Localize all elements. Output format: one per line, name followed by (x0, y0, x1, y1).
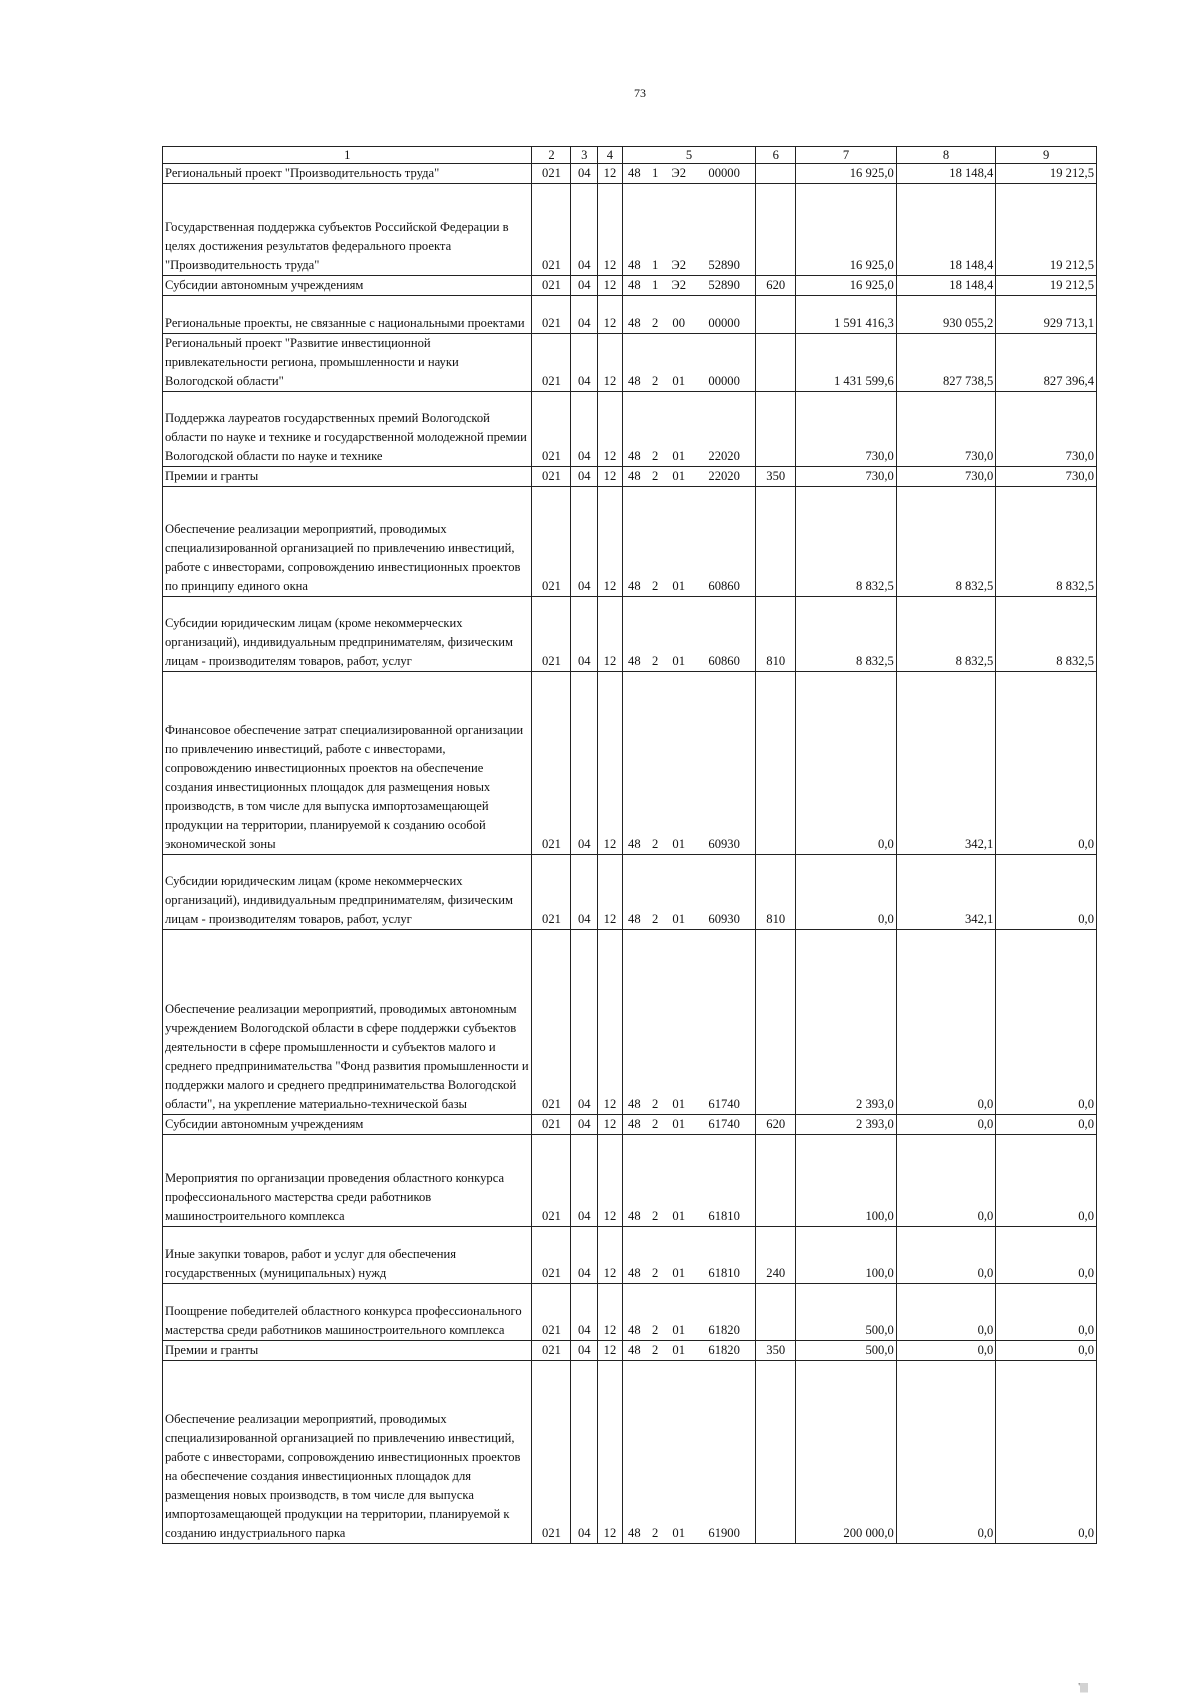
amount-year-2: 930 055,2 (896, 296, 996, 334)
expense-type-code (756, 487, 796, 597)
budget-table (162, 146, 1097, 1544)
subsection-code: 12 (598, 1284, 623, 1341)
target-article-project: 01 (664, 487, 693, 597)
header-col-8: 8 (896, 147, 996, 164)
target-article-project: 01 (664, 672, 693, 855)
header-col-1: 1 (163, 147, 532, 164)
header-col-6: 6 (756, 147, 796, 164)
amount-year-3: 730,0 (996, 392, 1097, 467)
row-name: Субсидии юридическим лицам (кроме некоммерческих организаций), индивидуальным предпринимателям, физическим лицам - производителям товаров, работ, услуг (163, 855, 532, 930)
section-code: 04 (571, 1361, 598, 1544)
amount-year-3: 19 212,5 (996, 164, 1097, 184)
target-article-program: 48 (622, 930, 646, 1115)
table-row (163, 1341, 1097, 1361)
amount-year-1: 8 832,5 (796, 597, 897, 672)
target-article-type: 1 (646, 164, 664, 184)
amount-year-2: 342,1 (896, 855, 996, 930)
expense-type-code: 810 (756, 597, 796, 672)
target-article-program: 48 (622, 1341, 646, 1361)
target-article-project: 01 (664, 1227, 693, 1284)
table-row (163, 1135, 1097, 1227)
table-row (163, 184, 1097, 276)
amount-year-3: 0,0 (996, 1361, 1097, 1544)
target-article-type: 2 (646, 1115, 664, 1135)
expense-type-code (756, 930, 796, 1115)
target-article-program: 48 (622, 184, 646, 276)
ministry-code: 021 (532, 930, 571, 1115)
subsection-code: 12 (598, 1227, 623, 1284)
row-name: Поощрение победителей областного конкурса профессионального мастерства среди работников машиностроительного комплекса (163, 1284, 532, 1341)
ministry-code: 021 (532, 276, 571, 296)
amount-year-3: 827 396,4 (996, 334, 1097, 392)
target-article-type: 2 (646, 487, 664, 597)
target-article-direction: 60860 (693, 597, 756, 672)
section-code: 04 (571, 1341, 598, 1361)
amount-year-3: 0,0 (996, 1135, 1097, 1227)
amount-year-3: 0,0 (996, 855, 1097, 930)
header-col-3: 3 (571, 147, 598, 164)
target-article-program: 48 (622, 467, 646, 487)
row-name: Государственная поддержка субъектов Российской Федерации в целях достижения результатов федерального проекта "Производительность труда" (163, 184, 532, 276)
section-code: 04 (571, 1115, 598, 1135)
row-name: Субсидии автономным учреждениям (163, 276, 532, 296)
amount-year-3: 0,0 (996, 672, 1097, 855)
target-article-direction: 60860 (693, 487, 756, 597)
table-row (163, 296, 1097, 334)
target-article-type: 2 (646, 855, 664, 930)
subsection-code: 12 (598, 672, 623, 855)
ministry-code: 021 (532, 855, 571, 930)
target-article-direction: 22020 (693, 467, 756, 487)
header-col-5: 5 (622, 147, 755, 164)
amount-year-2: 730,0 (896, 392, 996, 467)
section-code: 04 (571, 467, 598, 487)
target-article-direction: 52890 (693, 184, 756, 276)
amount-year-2: 18 148,4 (896, 164, 996, 184)
scan-mark: '|||| (1078, 1682, 1088, 1693)
amount-year-1: 100,0 (796, 1135, 897, 1227)
target-article-direction: 22020 (693, 392, 756, 467)
expense-type-code (756, 1284, 796, 1341)
row-name: Финансовое обеспечение затрат специализированной организации по привлечению инвестиций, работе с инвесторами, сопровождению инвестиционных проектов на обеспечение создания инвестиционных площадок для размещения новых производств, в том числе для выпуска импортозамещающей продукции на территории, планируемой к созданию особой экономической зоны (163, 672, 532, 855)
section-code: 04 (571, 392, 598, 467)
subsection-code: 12 (598, 184, 623, 276)
amount-year-1: 16 925,0 (796, 184, 897, 276)
ministry-code: 021 (532, 392, 571, 467)
target-article-direction: 52890 (693, 276, 756, 296)
target-article-program: 48 (622, 672, 646, 855)
amount-year-1: 100,0 (796, 1227, 897, 1284)
target-article-project: 01 (664, 334, 693, 392)
amount-year-1: 500,0 (796, 1284, 897, 1341)
expense-type-code: 240 (756, 1227, 796, 1284)
ministry-code: 021 (532, 1341, 571, 1361)
amount-year-2: 730,0 (896, 467, 996, 487)
target-article-direction: 61810 (693, 1227, 756, 1284)
subsection-code: 12 (598, 1135, 623, 1227)
table-row (163, 276, 1097, 296)
row-name: Премии и гранты (163, 467, 532, 487)
subsection-code: 12 (598, 276, 623, 296)
expense-type-code (756, 164, 796, 184)
expense-type-code (756, 672, 796, 855)
target-article-project: 01 (664, 392, 693, 467)
target-article-project: 01 (664, 1135, 693, 1227)
ministry-code: 021 (532, 1115, 571, 1135)
section-code: 04 (571, 184, 598, 276)
target-article-program: 48 (622, 855, 646, 930)
target-article-program: 48 (622, 296, 646, 334)
target-article-direction: 60930 (693, 672, 756, 855)
page-number: 73 (634, 86, 646, 100)
expense-type-code: 620 (756, 1115, 796, 1135)
table-row (163, 334, 1097, 392)
subsection-code: 12 (598, 392, 623, 467)
amount-year-1: 16 925,0 (796, 164, 897, 184)
expense-type-code (756, 1135, 796, 1227)
amount-year-2: 0,0 (896, 1227, 996, 1284)
amount-year-2: 0,0 (896, 1115, 996, 1135)
ministry-code: 021 (532, 184, 571, 276)
subsection-code: 12 (598, 930, 623, 1115)
amount-year-2: 8 832,5 (896, 597, 996, 672)
row-name: Обеспечение реализации мероприятий, проводимых автономным учреждением Вологодской области в сфере поддержки субъектов деятельности в сфере промышленности и субъектов малого и среднего предпринимательства "Фонд развития промышленности и поддержки малого и среднего предпринимательства Вологодской области", на укрепление материально-технической базы (163, 930, 532, 1115)
section-code: 04 (571, 276, 598, 296)
target-article-type: 2 (646, 392, 664, 467)
amount-year-1: 8 832,5 (796, 487, 897, 597)
table-row (163, 392, 1097, 467)
row-name: Субсидии юридическим лицам (кроме некоммерческих организаций), индивидуальным предпринимателям, физическим лицам - производителям товаров, работ, услуг (163, 597, 532, 672)
subsection-code: 12 (598, 164, 623, 184)
target-article-type: 1 (646, 184, 664, 276)
target-article-type: 2 (646, 1135, 664, 1227)
expense-type-code: 350 (756, 467, 796, 487)
expense-type-code (756, 184, 796, 276)
amount-year-2: 827 738,5 (896, 334, 996, 392)
amount-year-2: 18 148,4 (896, 184, 996, 276)
row-name: Субсидии автономным учреждениям (163, 1115, 532, 1135)
target-article-project: 01 (664, 597, 693, 672)
section-code: 04 (571, 164, 598, 184)
table-row (163, 930, 1097, 1115)
expense-type-code (756, 392, 796, 467)
amount-year-2: 0,0 (896, 1361, 996, 1544)
target-article-program: 48 (622, 392, 646, 467)
table-row (163, 672, 1097, 855)
row-name: Мероприятия по организации проведения областного конкурса профессионального мастерства среди работников машиностроительного комплекса (163, 1135, 532, 1227)
section-code: 04 (571, 334, 598, 392)
target-article-direction: 61900 (693, 1361, 756, 1544)
section-code: 04 (571, 296, 598, 334)
header-col-4: 4 (598, 147, 623, 164)
subsection-code: 12 (598, 296, 623, 334)
amount-year-1: 500,0 (796, 1341, 897, 1361)
header-col-7: 7 (796, 147, 897, 164)
target-article-program: 48 (622, 276, 646, 296)
target-article-type: 2 (646, 597, 664, 672)
target-article-type: 2 (646, 1227, 664, 1284)
subsection-code: 12 (598, 1115, 623, 1135)
target-article-direction: 00000 (693, 164, 756, 184)
amount-year-1: 2 393,0 (796, 930, 897, 1115)
section-code: 04 (571, 487, 598, 597)
target-article-program: 48 (622, 1284, 646, 1341)
target-article-program: 48 (622, 1135, 646, 1227)
table-row (163, 1227, 1097, 1284)
subsection-code: 12 (598, 1361, 623, 1544)
amount-year-2: 0,0 (896, 930, 996, 1115)
section-code: 04 (571, 930, 598, 1115)
row-name: Региональный проект "Производительность труда" (163, 164, 532, 184)
amount-year-1: 0,0 (796, 672, 897, 855)
ministry-code: 021 (532, 487, 571, 597)
amount-year-3: 0,0 (996, 1227, 1097, 1284)
ministry-code: 021 (532, 597, 571, 672)
amount-year-2: 0,0 (896, 1135, 996, 1227)
header-col-9: 9 (996, 147, 1097, 164)
target-article-project: Э2 (664, 184, 693, 276)
table-row (163, 855, 1097, 930)
amount-year-3: 0,0 (996, 1341, 1097, 1361)
table-row (163, 164, 1097, 184)
ministry-code: 021 (532, 296, 571, 334)
amount-year-3: 19 212,5 (996, 276, 1097, 296)
amount-year-3: 8 832,5 (996, 597, 1097, 672)
target-article-type: 2 (646, 296, 664, 334)
amount-year-3: 0,0 (996, 1284, 1097, 1341)
expense-type-code: 620 (756, 276, 796, 296)
row-name: Премии и гранты (163, 1341, 532, 1361)
section-code: 04 (571, 1227, 598, 1284)
amount-year-3: 0,0 (996, 930, 1097, 1115)
ministry-code: 021 (532, 334, 571, 392)
row-name: Региональные проекты, не связанные с национальными проектами (163, 296, 532, 334)
target-article-direction: 61810 (693, 1135, 756, 1227)
target-article-program: 48 (622, 334, 646, 392)
target-article-type: 2 (646, 467, 664, 487)
amount-year-3: 730,0 (996, 467, 1097, 487)
target-article-project: Э2 (664, 276, 693, 296)
target-article-type: 2 (646, 1284, 664, 1341)
amount-year-3: 19 212,5 (996, 184, 1097, 276)
table-row (163, 467, 1097, 487)
ministry-code: 021 (532, 1227, 571, 1284)
subsection-code: 12 (598, 334, 623, 392)
ministry-code: 021 (532, 1135, 571, 1227)
subsection-code: 12 (598, 1341, 623, 1361)
expense-type-code (756, 296, 796, 334)
table-row (163, 1115, 1097, 1135)
target-article-project: 00 (664, 296, 693, 334)
subsection-code: 12 (598, 487, 623, 597)
expense-type-code: 350 (756, 1341, 796, 1361)
ministry-code: 021 (532, 164, 571, 184)
ministry-code: 021 (532, 1361, 571, 1544)
amount-year-3: 8 832,5 (996, 487, 1097, 597)
subsection-code: 12 (598, 855, 623, 930)
target-article-type: 2 (646, 930, 664, 1115)
target-article-direction: 00000 (693, 296, 756, 334)
table-row (163, 597, 1097, 672)
row-name: Обеспечение реализации мероприятий, проводимых специализированной организацией по привлечению инвестиций, работе с инвесторами, сопровождению инвестиционных проектов по принципу единого окна (163, 487, 532, 597)
amount-year-3: 0,0 (996, 1115, 1097, 1135)
section-code: 04 (571, 597, 598, 672)
expense-type-code (756, 334, 796, 392)
target-article-project: 01 (664, 930, 693, 1115)
target-article-project: 01 (664, 1361, 693, 1544)
amount-year-1: 730,0 (796, 392, 897, 467)
amount-year-2: 0,0 (896, 1284, 996, 1341)
target-article-program: 48 (622, 164, 646, 184)
target-article-program: 48 (622, 1115, 646, 1135)
target-article-project: 01 (664, 1284, 693, 1341)
amount-year-2: 342,1 (896, 672, 996, 855)
target-article-type: 1 (646, 276, 664, 296)
target-article-direction: 60930 (693, 855, 756, 930)
table-row (163, 1284, 1097, 1341)
amount-year-1: 200 000,0 (796, 1361, 897, 1544)
ministry-code: 021 (532, 467, 571, 487)
target-article-program: 48 (622, 487, 646, 597)
target-article-type: 2 (646, 1341, 664, 1361)
target-article-direction: 61740 (693, 1115, 756, 1135)
ministry-code: 021 (532, 672, 571, 855)
target-article-direction: 00000 (693, 334, 756, 392)
target-article-project: Э2 (664, 164, 693, 184)
expense-type-code: 810 (756, 855, 796, 930)
target-article-project: 01 (664, 467, 693, 487)
target-article-program: 48 (622, 1361, 646, 1544)
amount-year-1: 730,0 (796, 467, 897, 487)
row-name: Поддержка лауреатов государственных премий Вологодской области по науке и технике и государственной молодежной премии Вологодской области по науке и технике (163, 392, 532, 467)
section-code: 04 (571, 1284, 598, 1341)
amount-year-1: 1 431 599,6 (796, 334, 897, 392)
target-article-direction: 61740 (693, 930, 756, 1115)
target-article-type: 2 (646, 672, 664, 855)
target-article-direction: 61820 (693, 1284, 756, 1341)
section-code: 04 (571, 672, 598, 855)
expense-type-code (756, 1361, 796, 1544)
row-name: Региональный проект "Развитие инвестиционной привлекательности региона, промышленности и науки Вологодской области" (163, 334, 532, 392)
target-article-project: 01 (664, 1115, 693, 1135)
ministry-code: 021 (532, 1284, 571, 1341)
target-article-type: 2 (646, 1361, 664, 1544)
subsection-code: 12 (598, 597, 623, 672)
target-article-direction: 61820 (693, 1341, 756, 1361)
amount-year-1: 16 925,0 (796, 276, 897, 296)
header-row (163, 147, 1097, 164)
amount-year-2: 18 148,4 (896, 276, 996, 296)
subsection-code: 12 (598, 467, 623, 487)
amount-year-1: 2 393,0 (796, 1115, 897, 1135)
header-col-2: 2 (532, 147, 571, 164)
target-article-project: 01 (664, 855, 693, 930)
amount-year-2: 0,0 (896, 1341, 996, 1361)
table-row (163, 1361, 1097, 1544)
target-article-program: 48 (622, 597, 646, 672)
amount-year-1: 0,0 (796, 855, 897, 930)
section-code: 04 (571, 1135, 598, 1227)
section-code: 04 (571, 855, 598, 930)
target-article-project: 01 (664, 1341, 693, 1361)
row-name: Иные закупки товаров, работ и услуг для обеспечения государственных (муниципальных) нужд (163, 1227, 532, 1284)
amount-year-1: 1 591 416,3 (796, 296, 897, 334)
amount-year-2: 8 832,5 (896, 487, 996, 597)
amount-year-3: 929 713,1 (996, 296, 1097, 334)
row-name: Обеспечение реализации мероприятий, проводимых специализированной организацией по привлечению инвестиций, работе с инвесторами, сопровождению инвестиционных проектов на обеспечение создания инвестиционных площадок для размещения новых производств, в том числе для выпуска импортозамещающей продукции на территории, планируемой к созданию индустриального парка (163, 1361, 532, 1544)
table-row (163, 487, 1097, 597)
target-article-type: 2 (646, 334, 664, 392)
target-article-program: 48 (622, 1227, 646, 1284)
